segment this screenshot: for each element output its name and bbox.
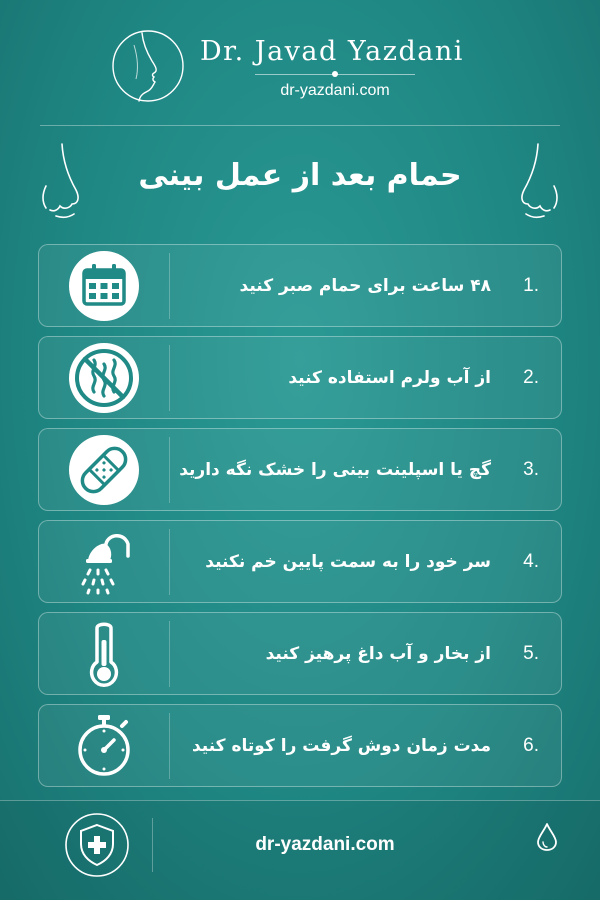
header-website-link[interactable]: dr-yazdani.com	[280, 82, 390, 99]
item-text: گچ یا اسپلینت بینی را خشک نگه دارید	[179, 459, 491, 480]
list-item	[38, 244, 562, 327]
header	[0, 0, 600, 125]
item-text: از آب ولرم استفاده کنید	[288, 367, 491, 388]
item-text: مدت زمان دوش گرفت را کوتاه کنید	[191, 735, 491, 756]
item-text: سر خود را به سمت پایین خم نکنید	[205, 551, 491, 572]
footer-website-link[interactable]: dr-yazdani.com	[255, 834, 395, 855]
bandage-icon	[68, 434, 140, 506]
page-title: حمام بعد از عمل بینی	[138, 158, 462, 193]
nose-profile-icon	[36, 142, 88, 220]
brand-dot	[332, 71, 338, 77]
footer-separator	[152, 818, 153, 872]
item-text: از بخار و آب داغ پرهیز کنید	[265, 643, 491, 664]
stopwatch-icon	[68, 710, 140, 782]
nose-profile-icon	[512, 142, 564, 220]
face-profile-logo-icon	[112, 27, 184, 105]
item-number: 3.	[523, 458, 539, 480]
item-number: 4.	[523, 550, 539, 572]
list-item	[38, 336, 562, 419]
shower-icon	[68, 526, 140, 598]
item-number: 1.	[523, 274, 539, 296]
item-number: 5.	[523, 642, 539, 664]
no-hot-water-icon	[68, 342, 140, 414]
list-item	[38, 428, 562, 511]
item-number: 2.	[523, 366, 539, 388]
item-text: ۴۸ ساعت برای حمام صبر کنید	[239, 275, 491, 296]
header-divider	[40, 125, 560, 126]
water-drop-icon	[536, 822, 558, 852]
list-item	[38, 704, 562, 787]
thermometer-icon	[68, 618, 140, 690]
medical-shield-icon	[64, 812, 130, 878]
list-item	[38, 612, 562, 695]
item-number: 6.	[523, 734, 539, 756]
calendar-icon	[68, 250, 140, 322]
list-item	[38, 520, 562, 603]
footer-divider	[0, 800, 600, 801]
brand-name: Dr. Javad Yazdani	[200, 36, 464, 67]
